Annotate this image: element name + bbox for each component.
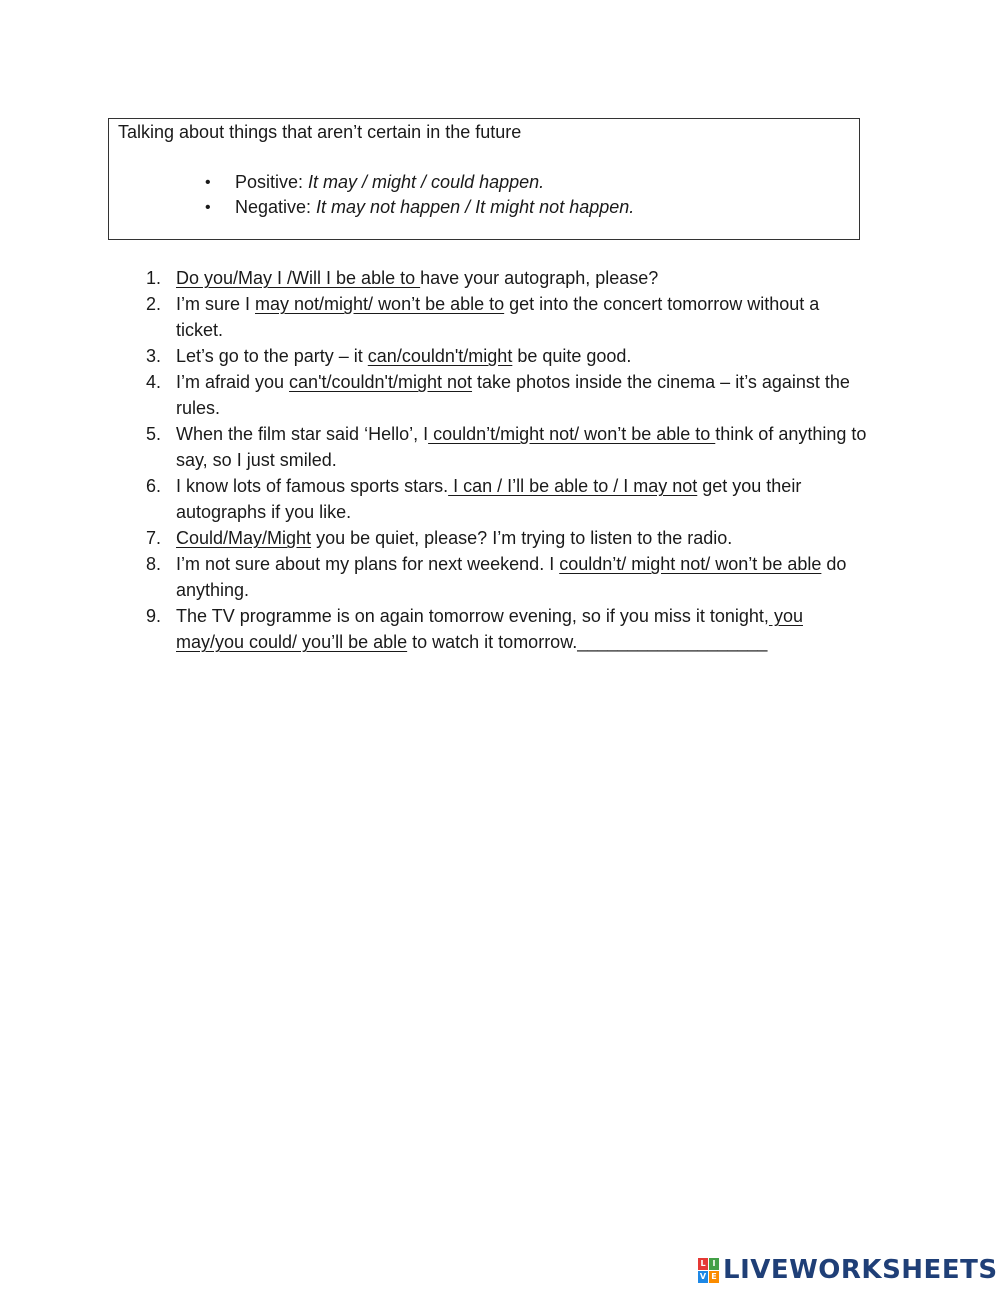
question-text: get you their autographs if you like.	[176, 476, 802, 522]
question-number: 9.	[146, 606, 162, 626]
question-item	[140, 369, 870, 421]
question-text: When the film star said ‘Hello’, I	[176, 424, 429, 444]
question-item	[140, 525, 870, 551]
logo-text: LIVEWORKSHEETS	[723, 1255, 998, 1285]
answer-blank[interactable]: ___________________	[577, 632, 768, 652]
answer-options[interactable]: may not/might/ won’t be able to	[255, 294, 505, 314]
question-number: 2.	[146, 294, 162, 314]
question-number: 5.	[146, 424, 162, 444]
logo-mark-letter: L	[698, 1258, 708, 1270]
question-item	[140, 473, 870, 525]
answer-options[interactable]: can/couldn't/might	[367, 346, 513, 366]
note-title: Talking about things that aren’t certain in the future	[118, 122, 522, 142]
question-list	[140, 265, 870, 655]
question-item	[140, 551, 870, 603]
answer-options[interactable]: couldn’t/might not/ won’t be able to	[428, 424, 716, 444]
bullet-label: Negative:	[235, 197, 317, 217]
question-text: you be quiet, please? I’m trying to listen to the radio.	[311, 528, 733, 548]
question-item	[140, 265, 870, 291]
question-item	[140, 343, 870, 369]
question-text: I know lots of famous sports stars.	[176, 476, 449, 496]
bullet-example: It may not happen / It might not happen.	[316, 197, 635, 217]
question-number: 7.	[146, 528, 162, 548]
question-item	[140, 603, 870, 655]
logo-icon	[698, 1258, 719, 1283]
answer-options[interactable]: I can / I’ll be able to / I may not	[448, 476, 698, 496]
question-text: do anything.	[176, 554, 847, 600]
question-text: I’m sure I	[176, 294, 256, 314]
question-text: I’m afraid you	[176, 372, 290, 392]
question-item	[140, 421, 870, 473]
logo-mark-letter: I	[709, 1258, 719, 1270]
question-number: 1.	[146, 268, 162, 288]
answer-options[interactable]: you may/you could/ you’ll be able	[176, 606, 803, 652]
answer-options[interactable]: Do you/May I /Will I be able to	[176, 268, 421, 288]
answer-options[interactable]: couldn’t/ might not/ won’t be able	[559, 554, 822, 574]
question-number: 8.	[146, 554, 162, 574]
question-number: 3.	[146, 346, 162, 366]
question-text: get into the concert tomorrow without a ticket.	[176, 294, 820, 340]
note-bullet-negative	[205, 195, 634, 220]
bullet-label: Positive:	[235, 172, 309, 192]
question-text: I’m not sure about my plans for next weekend. I	[176, 554, 560, 574]
question-number: 4.	[146, 372, 162, 392]
question-item	[140, 291, 870, 343]
question-number: 6.	[146, 476, 162, 496]
note-bullets	[205, 170, 634, 220]
question-text: have your autograph, please?	[420, 268, 659, 288]
bullet-example: It may / might / could happen.	[308, 172, 545, 192]
question-text: The TV programme is on again tomorrow evening, so if you miss it tonight,	[176, 606, 769, 626]
grammar-note-box	[108, 118, 860, 240]
note-bullet-positive	[205, 170, 634, 195]
question-text: be quite good.	[512, 346, 632, 366]
answer-options[interactable]: can't/couldn't/might not	[289, 372, 473, 392]
logo-mark-letter: E	[709, 1271, 719, 1283]
question-text: take photos inside the cinema – it’s against the rules.	[176, 372, 850, 418]
logo-mark-letter: V	[699, 1271, 707, 1281]
answer-options[interactable]: Could/May/Might	[176, 528, 312, 548]
question-text: to watch it tomorrow.	[407, 632, 578, 652]
question-text: Let’s go to the party – it	[176, 346, 368, 366]
liveworksheets-logo	[698, 1254, 998, 1286]
question-text: think of anything to say, so I just smiled.	[176, 424, 867, 470]
